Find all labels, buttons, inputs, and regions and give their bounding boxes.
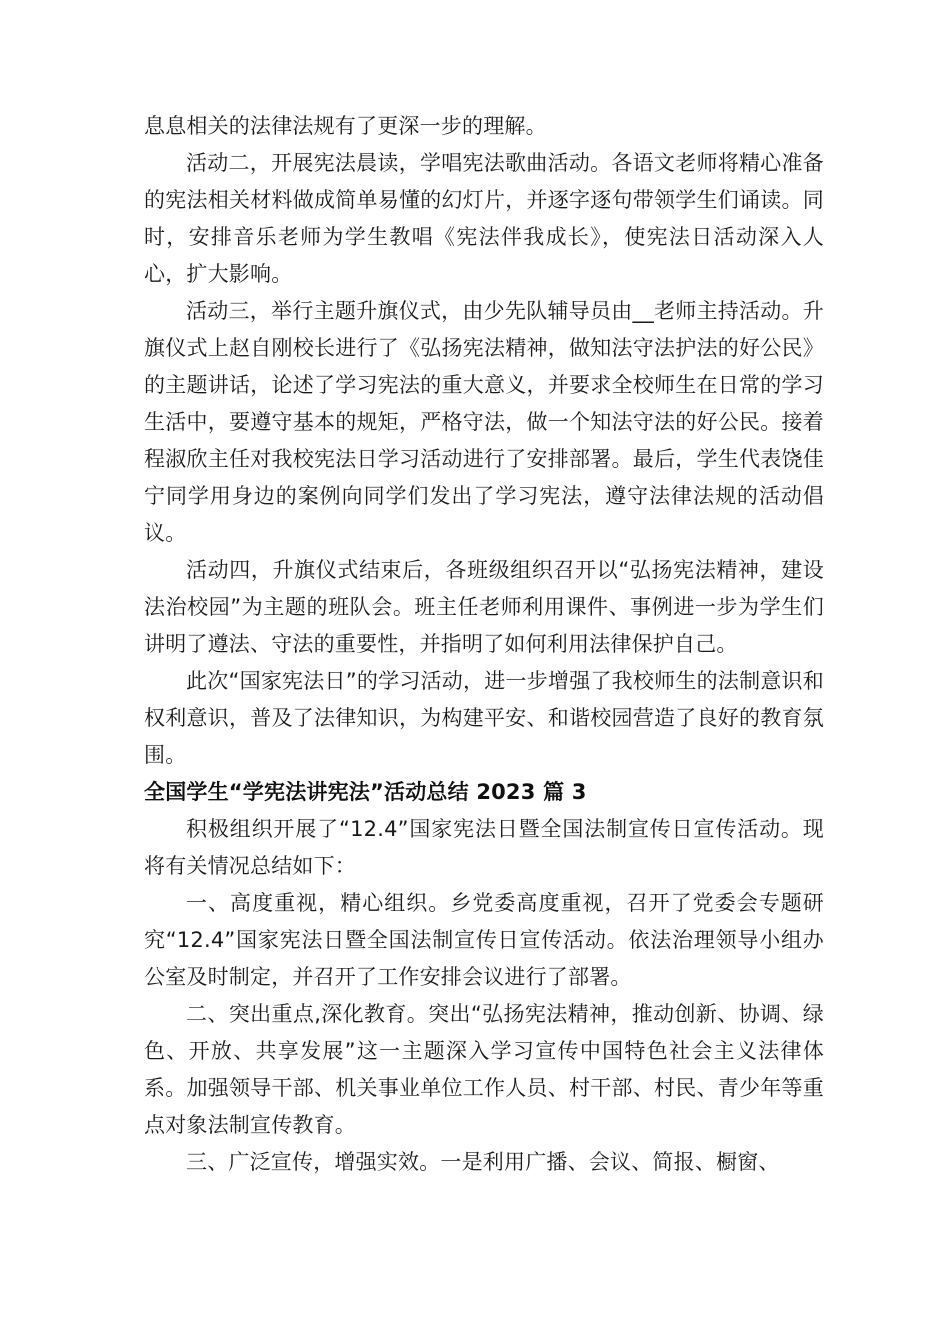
document-body: [144, 108, 824, 1181]
paragraph-intro: 积极组织开展了“12.4”国家宪法日暨全国法制宣传日宣传活动。现将有关情况总结如下：: [144, 817, 824, 878]
section-heading: 全国学生“学宪法讲宪法”活动总结 2023 篇 3: [144, 780, 587, 804]
paragraph-point-two: 二、突出重点,深化教育。突出“弘扬宪法精神，推动创新、协调、绿色、开放、共享发展”这一主题深入学习宣传中国特色社会主义法律体系。加强领导干部、机关事业单位工作人员、村干部、村民、青少年等重点对象法制宣传教育。: [144, 1002, 824, 1137]
paragraph-continuation: 息息相关的法律法规有了更深一步的理解。: [144, 114, 547, 138]
paragraph-activity-two: 活动二，开展宪法晨读，学唱宪法歌曲活动。各语文老师将精心准备的宪法相关材料做成简单易懂的幻灯片，并逐字逐句带领学生们诵读。同时，安排音乐老师为学生教唱《宪法伴我成长》，使宪法日活动深入人心，扩大影响。: [144, 151, 824, 286]
paragraph-point-one: 一、高度重视，精心组织。乡党委高度重视，召开了党委会专题研究“12.4”国家宪法日暨全国法制宣传日宣传活动。依法治理领导小组办公室及时制定，并召开了工作安排会议进行了部署。: [144, 891, 824, 989]
paragraph-point-three: 三、广泛宣传，增强实效。一是利用广播、会议、简报、橱窗、: [186, 1150, 780, 1174]
paragraph-activity-three: 活动三，举行主题升旗仪式，由少先队辅导员由__老师主持活动。升旗仪式上赵自刚校长进行了《弘扬宪法精神，做知法守法护法的好公民》的主题讲话，论述了学习宪法的重大意义，并要求全校师生在日常的学习生活中，要遵守基本的规矩，严格守法，做一个知法守法的好公民。接着程淑欣主任对我校宪法日学习活动进行了安排部署。最后，学生代表饶佳宁同学用身边的案例向同学们发出了学习宪法，遵守法律法规的活动倡议。: [144, 299, 824, 545]
paragraph-activity-four: 活动四，升旗仪式结束后，各班级组织召开以“弘扬宪法精神，建设法治校园”为主题的班队会。班主任老师利用课件、事例进一步为学生们讲明了遵法、守法的重要性，并指明了如何利用法律保护自己。: [144, 558, 824, 656]
paragraph-conclusion: 此次“国家宪法日”的学习活动，进一步增强了我校师生的法制意识和权利意识，普及了法律知识，为构建平安、和谐校园营造了良好的教育氛围。: [144, 669, 824, 767]
